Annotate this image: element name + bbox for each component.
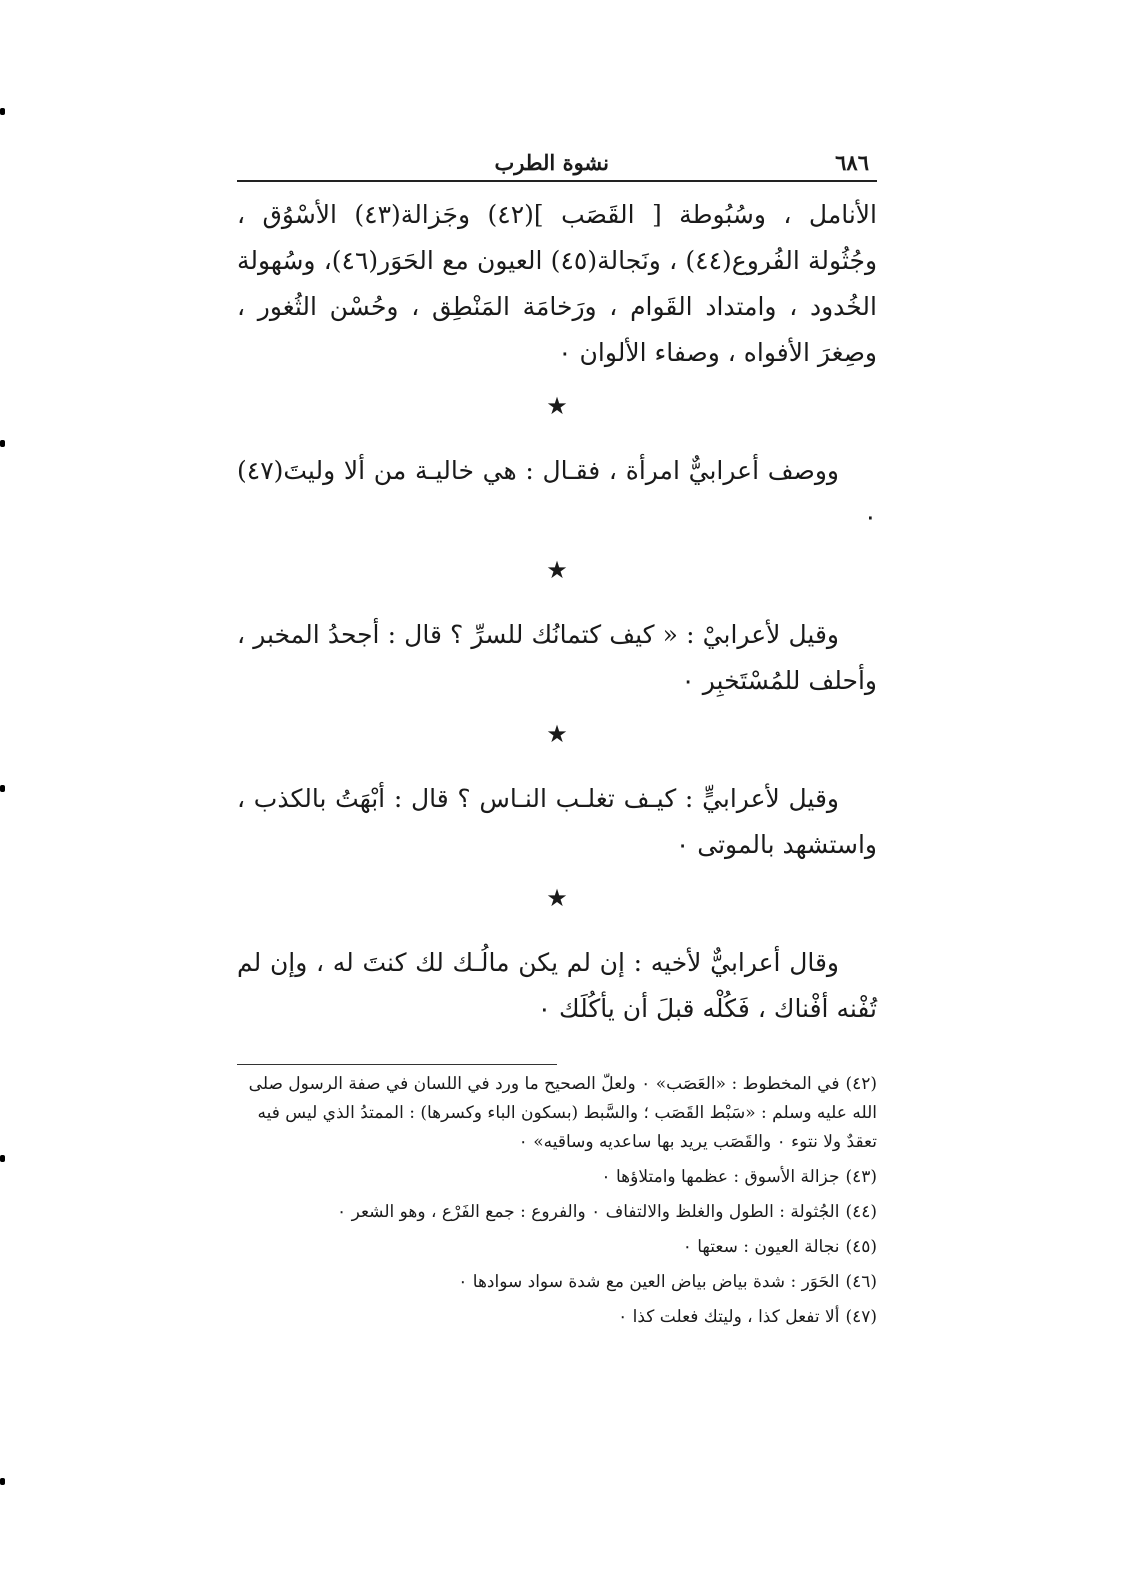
scan-speck bbox=[0, 440, 5, 447]
star-separator: ★ bbox=[546, 884, 568, 912]
scan-speck bbox=[0, 1478, 5, 1485]
running-header bbox=[237, 146, 877, 182]
star-separator: ★ bbox=[546, 720, 568, 748]
footnote bbox=[237, 1268, 877, 1297]
footnote bbox=[237, 1198, 877, 1227]
footnote-number: (٤٦) bbox=[845, 1272, 877, 1292]
running-title: نشوة الطرب bbox=[494, 150, 609, 175]
footnote bbox=[237, 1303, 877, 1332]
footnote bbox=[237, 1163, 877, 1192]
footnotes bbox=[237, 1070, 877, 1338]
footnote-number: (٤٤) bbox=[845, 1202, 877, 1222]
footnote-text: الحَوَر : شدة بياض بياض العين مع شدة سواد سوادها ٠ bbox=[458, 1272, 840, 1292]
footnote-text: ألا تفعل كذا ، وليتك فعلت كذا ٠ bbox=[618, 1307, 840, 1327]
footnote-number: (٤٣) bbox=[845, 1167, 877, 1187]
scan-speck bbox=[0, 785, 5, 792]
footnote bbox=[237, 1070, 877, 1157]
paragraph: الأنامل ، وسُبُوطة [ القَصَب ](٤٢) وجَزالة(٤٣) الأسْوُق ، وجُثُولة الفُروع(٤٤) ، ونَجالة(٤٥) العيون مع الحَوَر(٤٦)، وسُهولة الخُدود ، وامتداد القَوام ، ورَخامَة المَنْطِق ، وحُسْن الثُغور ، وصِغرَ الأفواه ، وصفاء الألوان ٠ bbox=[237, 200, 878, 367]
footnote-text: الجُثولة : الطول والغلظ والالتفاف ٠ والفروع : جمع الفَرْع ، وهو الشعر ٠ bbox=[337, 1202, 840, 1222]
paragraph: وقيل لأعرابيْ : « كيف كتمانُك للسرِّ ؟ قال : أجحدُ المخبر ، وأحلف للمُسْتَخبِر ٠ bbox=[237, 620, 877, 695]
paragraph: وقيل لأعرابيٍّ : كيـف تغلـب النـاس ؟ قال : أبْهَتُ بالكذب ، واستشهد بالموتى ٠ bbox=[237, 784, 877, 859]
page-number: ٦٨٦ bbox=[835, 150, 869, 175]
paragraph: ووصف أعرابيٌّ امرأة ، فقـال : هي خاليـة من ألا وليتَ(٤٧) ٠ bbox=[237, 456, 877, 531]
footnote-text: جزالة الأسوق : عظمها وامتلاؤها ٠ bbox=[601, 1167, 840, 1187]
main-text bbox=[237, 192, 877, 1032]
scan-speck bbox=[0, 108, 5, 115]
footnote-number: (٤٧) bbox=[845, 1307, 877, 1327]
footnote-text: في المخطوط : «العَصَب» ٠ ولعلّ الصحيح ما ورد في اللسان في صفة الرسول صلى الله عليه وسلم : «سَبْط القَصَب ؛ والسَّبط (بسكون الباء وكسرها) : الممتدُ الذي ليس فيه تعقدٌ ولا نتوء ٠ والقَصَب يريد بها ساعديه وساقيه» ٠ bbox=[248, 1074, 877, 1152]
paragraph: وقال أعرابيٌّ لأخيه : إن لم يكن مالُـك لك كنتَ له ، وإن لم تُفْنه أفْناك ، فَكُلْه قبلَ أن يأكُلَك ٠ bbox=[237, 948, 877, 1023]
footnote-number: (٤٥) bbox=[845, 1237, 877, 1257]
footnote-rule bbox=[237, 1064, 557, 1065]
book-page bbox=[237, 140, 877, 1440]
star-separator: ★ bbox=[546, 556, 568, 584]
footnote bbox=[237, 1233, 877, 1262]
footnote-text: نجالة العيون : سعتها ٠ bbox=[682, 1237, 840, 1257]
scan-speck bbox=[0, 1155, 5, 1162]
star-separator: ★ bbox=[546, 392, 568, 420]
footnote-number: (٤٢) bbox=[845, 1074, 877, 1094]
